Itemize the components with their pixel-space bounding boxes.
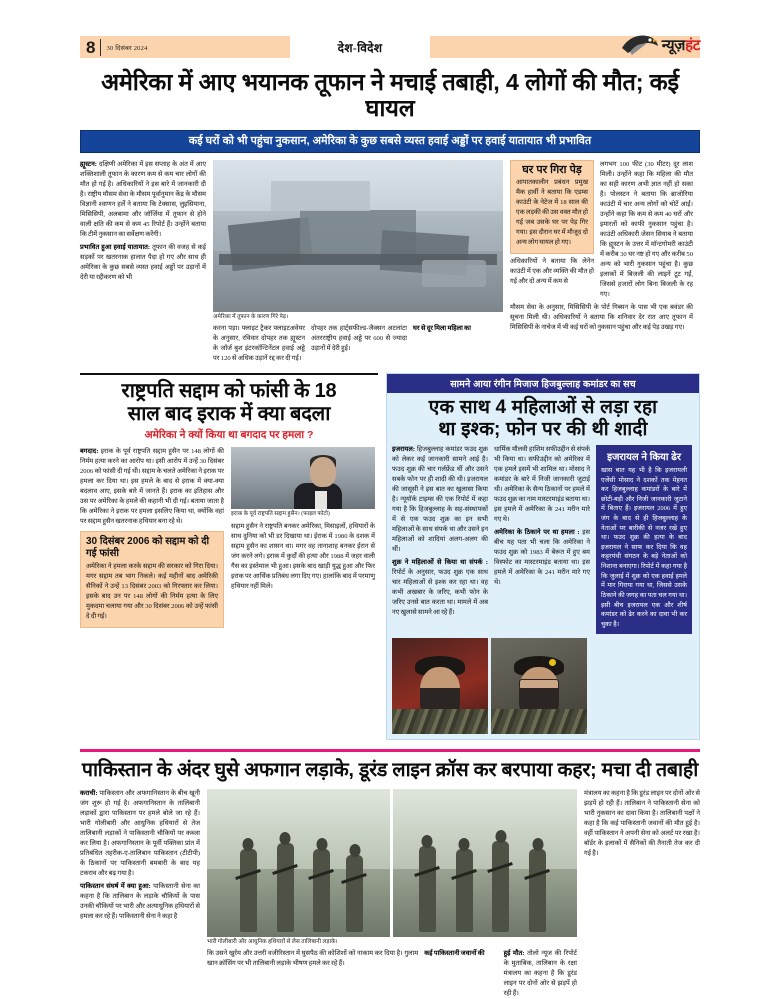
hezbollah-col-2 xyxy=(494,445,590,634)
saddam-dateline: बगदाद: xyxy=(80,448,99,456)
pakistan-col-1 xyxy=(80,789,200,999)
pakistan-col-2 xyxy=(207,789,577,999)
tree-fell-box xyxy=(510,160,594,254)
eagle-bird-icon xyxy=(620,32,660,58)
pakistan-col2c-bold: हुई मौत: xyxy=(503,950,525,958)
section-divider xyxy=(80,749,700,752)
main-col3-p1: लगभग 100 फीट (30 मीटर) दूर लाश मिली। उन्होंने कहा कि महिला की मौत का सही कारण अभी ज्ञात नहीं हो सका है। पोलस्टन ने बताया कि ब्राजोरिया काउंटी में चार अन्य लोगों को चोटें आईं। उन्होंने कहा कि कम से कम 40 घरों और इमारतों को काफी नुकसान पहुंचा है। काउंटी अधिकारी जेसन सियाब ने बताया कि ह्यूस्टन के उत्तर में मॉन्टगोमरी काउंटी में करीब 30 घर नष्ट हो गए और करीब 50 अन्य को भारी नुकसान पहुंचा है। कुछ इलाकों में बिजली की लाइनें टूट गईं, जिससे हजारों लोग बिना बिजली के रह गए। xyxy=(600,160,693,298)
israel-killed-box xyxy=(596,445,692,634)
hezbollah-headline-line2: था इश्क; फोन पर की थी शादी xyxy=(438,419,648,441)
tree-fell-box-text2: अधिकारियों ने बताया कि लेनेन काउंटी में एक और व्यक्ति की मौत हो गई और दो अन्य में कम से xyxy=(510,257,594,285)
taliban-photos xyxy=(207,789,577,937)
brand-logo[interactable] xyxy=(620,28,700,62)
taliban-fighters-photo-1 xyxy=(207,789,390,937)
main-col1-text: दक्षिणी अमेरिका में इस सप्ताह के अंत में आए शक्तिशाली तूफान के कारण कम से कम चार लोगों की मौत हो गई है। अधिकारियों ने इस बारे में जानकारी दी है। राष्ट्रीय मौसम सेवा के मौसम पूर्वानुमान केंद्र के मौसम विज्ञानी श्वाणन हर्ले ने बताया कि टेक्सास, लुइसियाना, मिसिसिपी, अलबामा और जॉर्जिया में तूफान से होने वाली क्षति की कम से कम 45 रिपोर्ट हैं। उन्होंने बताया कि टीमें नुकसान का सर्वेक्षण करेंगी। xyxy=(80,160,206,238)
saddam-article xyxy=(80,373,378,628)
hezbollah-commander-photo-1 xyxy=(392,638,488,734)
taliban-photo-caption: भारी गोलीबारी और आधुनिक हथियारों से लैस तालिबानी लड़ाके। xyxy=(207,938,338,945)
masthead-right xyxy=(430,36,700,58)
hezbollah-col1-subhead: शुक्र ने महिलाओं से किया था संपर्क : xyxy=(392,559,488,567)
pakistan-col-3 xyxy=(584,789,700,999)
brand-name xyxy=(662,38,700,53)
saddam-execution-box-title: 30 दिसंबर 2006 को सद्दाम को दी गई फांसी xyxy=(86,536,210,559)
hezbollah-article xyxy=(386,373,700,740)
main-col1-text2: तूफान की वजह से कई सड़कों पर खतरनाक हालात पैदा हो गए और साथ ही अमेरिका के कुछ सबसे व्यस्त हवाई अड्डों पर उड़ानों में देरी या रद्दीकरण को भी xyxy=(80,243,206,281)
main-col1-para1 xyxy=(80,160,206,240)
section-name-wrap xyxy=(290,36,430,58)
saddam-col-2 xyxy=(231,447,375,628)
pakistan-col2a: कि उसने खुर्रम और उत्तरी वजीरिस्तान में घुसपैठ की कोशिशों को नाकाम कर दिया है। गुलाम खान क्रॉसिंग पर भी तालिबानी लड़ाके भीषण हमले कर रहे हैं। xyxy=(207,950,419,968)
pakistan-col1-para2 xyxy=(80,882,200,922)
brand-name-part1: न्यूज़ xyxy=(661,36,686,54)
hezbollah-col1-b-text: रिपोर्ट के अनुसार, फउद शुक्र एक साथ चार महिलाओं से इश्क कर रहा था। वह कभी अखबार के जरिए, कभी फोन के जरिए उनसे बात करता था। मामले में अब नए खुलासे सामने आ रहे हैं। xyxy=(392,569,488,617)
main-col-2 xyxy=(213,160,503,365)
hezbollah-col-1 xyxy=(392,445,488,634)
taliban-fighters-photo-2 xyxy=(393,789,577,937)
hezbollah-col1-b xyxy=(392,558,488,618)
main-headline: अमेरिका में आए भयानक तूफान ने मचाई तबाही, 4 लोगों की मौत; कई घायल xyxy=(101,69,679,122)
publication-date: 30 दिसंबर 2024 xyxy=(106,44,148,52)
saddam-subhead: अमेरिका ने क्यों किया था बगदाद पर हमला ? xyxy=(144,429,314,442)
saddam-execution-box xyxy=(80,531,224,628)
saddam-photo-caption: इराक के पूर्व राष्ट्रपति सद्दाम हुसैन। (फाइल फोटो) xyxy=(231,511,330,518)
israel-killed-box-text: खास बात यह भी है कि इजरायली एजेंसी मोसाद ने दशकों तक मेहनत कर हिजबुल्लाह कमांडरों के बारे में छोटी-बड़ी और निजी जानकारी जुटाने में बिताए हैं। इजरायल 2006 में हुए जंग के बाद से ही हिजबुल्लाह के नेताओं पर बारीकी से नजर रखे हुए था। फउद शुक्र की हत्या के बाद इजरायल ने साफ कर दिया कि वह कट्टरपंथी संगठन के बड़े नेताओं को निशाना बनाएगा। रिपोर्ट में कहा गया है कि जुलाई में शुक्र को एक हवाई हमले में मार गिराया गया था, जिससे उसके ठिकाने की जगह का पता चल गया था। इसी बीच इजरायल एक और शीर्ष कमांडर को ढेर करने का दावा भी कर चुका है। xyxy=(601,467,687,628)
middle-section xyxy=(80,373,700,740)
storm-damage-photo xyxy=(213,160,503,312)
hezbollah-col2-subhead: अमेरिका के ठिकाने पर था हमला : xyxy=(494,529,580,537)
main-col2-c xyxy=(413,324,501,364)
main-col3-p2: मौसम सेवा के अनुसार, मिसिसिपी के पोर्ट गिब्सन के पास भी एक बवंडर की सूचना मिली थी। अधिकारियों ने बताया कि शनिवार देर रात आए तूफान में मिसिसिपी के नाचेज में भी कई घरों को नुकसान पहुंचा और कई पेड़ उखड़ गए। xyxy=(510,303,693,331)
main-col2-b: दोपहर तक हार्ट्सफील्ड-जैक्सन अटलांटा अंतरराष्ट्रीय हवाई अड्डे पर 600 से ज्यादा उड़ानों में देरी हुई। xyxy=(311,325,407,353)
main-col1-para2 xyxy=(80,243,206,283)
pakistan-columns xyxy=(80,789,700,999)
section-name: देश-विदेश xyxy=(337,40,383,55)
brand-name-part2: हंट xyxy=(685,36,700,54)
saddam-col1-para xyxy=(80,447,224,527)
main-col2-a: करना पड़ा। फ्लाइट ट्रैकर फ्लाइटअवेयर के अनुसार, रविवार दोपहर तक ह्यूस्टन के जॉर्ज बुश इंटरकॉन्टिनेंटल हवाई अड्डे पर 120 से अधिक उड़ानें रद्द कर दी गईं। xyxy=(213,325,305,363)
saddam-headline-line1: राष्ट्रपति सद्दाम को फांसी के 18 xyxy=(121,380,337,403)
storm-photo-caption: अमेरिका में तूफान के कारण गिरे पेड़। xyxy=(213,313,289,320)
main-article-columns xyxy=(80,160,700,365)
saddam-headline-line2: साल बाद इराक में क्या बदला xyxy=(127,402,331,425)
pakistan-col2b-bold: कई पाकिस्तानी जवानों की xyxy=(424,950,485,958)
hezbollah-commander-photos xyxy=(387,638,699,734)
pakistan-col2c-text: तोलो न्यूज की रिपोर्ट के मुताबिक, तालिबान के रक्षा मंत्रालय का कहना है कि डूरंड लाइन पर दोनों ओर से झड़पें हो रही हैं। xyxy=(503,950,577,998)
main-col-1 xyxy=(80,160,206,365)
tree-fell-box-title: घर पर गिरा पेड़ xyxy=(522,163,582,176)
hezbollah-col1-para xyxy=(392,445,488,555)
hezbollah-dateline: इजरायल: xyxy=(392,446,416,453)
main-ribbon-subhead: कई घरों को भी पहुंचा नुकसान, अमेरिका के कुछ सबसे व्यस्त हवाई अड्डों पर हवाई यातायात भी प्रभावित xyxy=(80,130,700,153)
saddam-col2-text: सद्दाम हुसैन ने राष्ट्रपति बनकर अमेरिका, मिसाइलों, हथियारों के साथ दुनिया को भी डर दिखाया था। ईराक में 1980 के दशक में सद्दाम हुसैन का शासन था। मगर वह तानाशाह बनकर ईरान से जंग करने लगे। इराक में कुर्दों की हत्या और 1988 में जहर वाली गैस का इस्तेमाल भी हुआ। इसके बाद खाड़ी युद्ध हुआ और फिर इराक पर आर्थिक प्रतिबंध लगा दिए गए। हालांकि बाद में परमाणु हथियार नहीं मिले। xyxy=(231,522,375,590)
hezbollah-col1-text: हिजबुल्लाह कमांडर फउद शुक्र को लेकर कई जानकारी सामने आई है। फउद शुक्र की चार गर्लफ्रेंड थीं और उसने सबके फोन पर ही शादी की थी। इजरायल की जासूसी ने इस बात का खुलासा किया है। न्यूयॉर्क टाइम्स की एक रिपोर्ट में कहा गया है कि हिजबुल्लाह के सह-संस्थापकों में से एक फउद शुक्र का इन सभी महिलाओं के साथ संपर्क था और उसने इन महिलाओं को शादियां अलग-अलग की थीं। xyxy=(392,446,488,554)
pakistan-col1-para xyxy=(80,789,200,879)
pakistan-col2c xyxy=(504,949,577,999)
masthead xyxy=(80,36,700,62)
main-col-3 xyxy=(510,160,693,365)
pakistan-headline: पाकिस्तान के अंदर घुसे अफगान लड़ाके, डूरंड लाइन क्रॉस कर बरपाया कहर; मचा दी तबाही xyxy=(81,758,699,781)
hezbollah-col-3 xyxy=(596,445,692,634)
page-number: 8 xyxy=(86,39,101,56)
hezbollah-columns xyxy=(387,445,699,634)
pakistan-col1-subhead: पाकिस्तान संघर्ष में क्या हुआ: xyxy=(80,882,151,890)
pakistan-subcolumns xyxy=(207,949,577,999)
main-col2-c-bold: घर से दूर मिला महिला का xyxy=(413,325,471,333)
tree-fell-box-text: आपातकालीन प्रबंधन प्रमुख मैक हार्वी ने बताया कि एडम्स काउंटी के नेटेज में 18 साल की एक लड़की की उस वक्त मौत हो गई जब उसके घर पर पेड़ गिर गया। इस दौरान घर में मौजूद दो अन्य लोग घायल हो गए। xyxy=(516,178,588,246)
page-content xyxy=(80,36,700,999)
pakistan-article xyxy=(80,760,700,999)
hezbollah-col2-b-text: इस बीच यह पता भी चला कि अमेरिका ने फउद शुक्र को 1983 में बेरूत में हुए बम विस्फोट का मास्टरमाइंड बताया था। इस हमले में अमेरिका के 241 मरीन मारे गए थे। xyxy=(494,529,590,587)
pakistan-col1-text2: पाकिस्तानी सेना का कहना है कि तालिबान के लड़ाके चौकियों के पास उनकी चौकियों पर भारी और अत्याधुनिक हथियारों से हमला कर रहे हैं। पाकिस्तानी सेना ने कहा है xyxy=(80,882,200,920)
pakistan-col3-text: मंत्रालय का कहना है कि डूरंड लाइन पर दोनों ओर से झड़पें हो रही हैं। तालिबान ने पाकिस्तानी सेना को भारी नुकसान का दावा किया है। तालिबानी पक्षों ने कहा है कि कई पाकिस्तानी जवानों की मौत हुई है। वहीं पाकिस्तान ने अपनी सेना को अलर्ट पर रखा है। बॉर्डर के इलाकों में सैनिकों की तैनाती तेज कर दी गई है। xyxy=(584,789,700,857)
masthead-left xyxy=(80,36,290,58)
pakistan-dateline: कराची: xyxy=(80,789,98,797)
saddam-columns xyxy=(80,447,378,628)
saddam-hussein-photo xyxy=(231,447,375,509)
hezbollah-headline-line1: एक साथ 4 महिलाओं से लड़ा रहा xyxy=(428,397,658,419)
saddam-execution-box-text: अमेरिका ने हमला करके सद्दाम की सरकार को गिरा दिया। मगर सद्दाम तब भाग निकले। कई महीनों बाद अमेरिकी सैनिकों ने उन्हें 13 दिसंबर 2003 को गिरफ्तार कर लिया। इसके बाद उन पर 148 लोगों की निर्मम हत्या के लिए मुकदमा चलाया गया और 30 दिसंबर 2006 को उन्हें फांसी दे दी गई। xyxy=(86,563,218,621)
israel-killed-box-title: इजरायल ने किया ढेर xyxy=(607,452,681,463)
hezbollah-commander-photo-2 xyxy=(491,638,587,734)
hezbollah-col2-text: धार्मिक मौलवी हाशिम सफीउद्दीन से संपर्क भी किया था। सफीउद्दीन को अमेरिका में एक हमले इसमें भी शामिल था। मोसाद ने कमांडर के बारे में निजी जानकारी जुटाई थी। अमेरिका के सैन्य ठिकानों पर हमले में फउद शुक्र का नाम मास्टरमाइंड बताया था। इस हमले में अमेरिका के 241 मरीन मारे गए थे। xyxy=(494,446,590,524)
saddam-col-1 xyxy=(80,447,224,628)
main-col1-dateline: ह्यूस्टन: xyxy=(80,160,97,168)
main-col1-subhead: प्रभावित हुआ हवाई यातायात: xyxy=(80,243,151,251)
hezbollah-col2-b xyxy=(494,528,590,588)
pakistan-col1-text: पाकिस्तान और अफगानिस्तान के बीच खूनी जंग शुरू हो गई है। अफगानिस्तान के तालिबानी लड़ाकों द्वारा पाकिस्तान पर हमले बोले जा रहे हैं। भारी गोलीबारी और आधुनिक हथियारों से तेज तालिबानी लड़ाकों ने पाकिस्तानी चौकियों पर कब्जा कर लिया है। अफगानिस्तान के पूर्वी पक्तिका प्रांत में प्रतिबंधित तहरीक-ए-तालिबान पाकिस्तान (टीटीपी) के ठिकानों पर पाकिस्तानी बमबारी के बाद यह टकराव और बढ़ गया है। xyxy=(80,789,200,877)
pakistan-col2b xyxy=(424,949,497,999)
hezbollah-ribbon: सामने आया रंगीन मिजाज हिजबुल्लाह कमांडर का सच xyxy=(387,374,699,393)
saddam-col1-text: इराक के पूर्व राष्ट्रपति सद्दाम हुसैन पर 148 लोगों की निर्मम हत्या करने का आरोप था। इसी आरोप में उन्हें 30 दिसंबर 2006 को फांसी दी गई थी। सद्दाम के चलते अमेरिका ने इराक पर हमला कर दिया था। इस हमले के बाद से इराक में क्या-क्या बदलाव आए, इसके बारे में जानते हैं। इराक का इतिहास और उस पर अमेरिका के हमले की कहानी भी दी गई। बताया जाता है कि अमेरिका ने इराक पर हमला इसलिए किया था, क्योंकि वहां पर सद्दाम हुसैन खतरनाक हथियार बना रहे थे। xyxy=(80,448,224,526)
